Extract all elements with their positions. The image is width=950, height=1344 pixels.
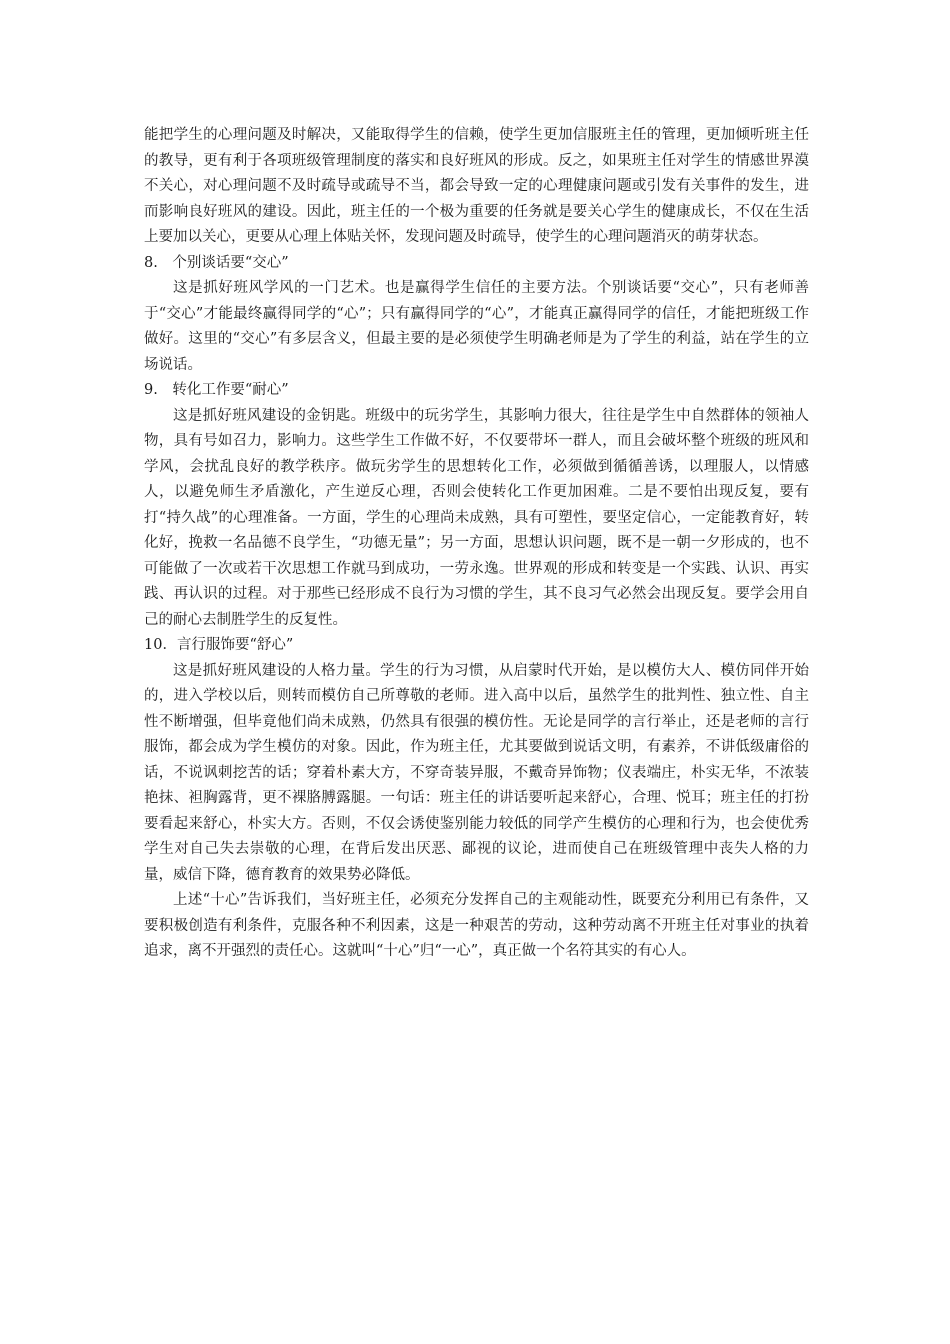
document-body xyxy=(144,123,809,965)
intro-paragraph: 能把学生的心理问题及时解决，又能取得学生的信赖，使学生更加信服班主任的管理，更加倾听班主任的教导，更有利于各项班级管理制度的落实和良好班风的形成。反之，如果班主任对学生的情感世界漠不关心，对心理问题不及时疏导或疏导不当，都会导致一定的心理健康问题或引发有关事件的发生，进而影响良好班风的建设。因此，班主任的一个极为重要的任务就是要关心学生的健康成长，不仅在生活上要加以关心，更要从心理上体贴关怀，发现问题及时疏导，使学生的心理问题消灭的萌芽状态。 xyxy=(144,127,809,245)
section-9-heading: 9. 转化工作要“耐心” xyxy=(144,382,289,398)
section-10-heading: 10．言行服饰要“舒心” xyxy=(144,637,294,653)
section-8-heading: 8. 个别谈话要“交心” xyxy=(144,254,289,271)
section-9-body: 这是抓好班风建设的金钥匙。班级中的玩劣学生，其影响力很大，往往是学生中自然群体的领袖人物，具有号如召力，影响力。这些学生工作做不好，不仅要带坏一群人，而且会破坏整个班级的班风和学风，会扰乱良好的教学秩序。做玩劣学生的思想转化工作，必须做到循循善诱，以理服人，以情感人，以避免师生矛盾激化，产生逆反心理，否则会使转化工作更加困难。二是不要怕出现反复，要有打“持久战”的心理准备。一方面，学生的心理尚未成熟，具有可塑性，要坚定信心，一定能教育好，转化好，挽救一名品德不良学生，“功德无量”；另一方面，思想认识问题，既不是一朝一夕形成的，也不可能做了一次或若干次思想工作就马到成功，一劳永逸。世界观的形成和转变是一个实践、认识、再实践、再认识的过程。对于那些已经形成不良行为习惯的学生，其不良习气必然会出现反复。要学会用自己的耐心去制胜学生的反复性。 xyxy=(144,407,809,628)
section-8-body: 这是抓好班风学风的一门艺术。也是赢得学生信任的主要方法。个别谈话要“交心”，只有老师善于“交心”才能最终赢得同学的“心”；只有赢得同学的“心”，才能真正赢得同学的信任，才能把班级工作做好。这里的“交心”有多层含义，但最主要的是必须使学生明确老师是为了学生的利益，站在学生的立场说话。 xyxy=(144,280,809,373)
conclusion-paragraph: 上述“十心”告诉我们，当好班主任，必须充分发挥自己的主观能动性，既要充分利用已有条件，又要积极创造有利条件，克服各种不利因素，这是一种艰苦的劳动，这种劳动离不开班主任对事业的执着追求，离不开强烈的责任心。这就叫“十心”归“一心”，真正做一个名符其实的有心人。 xyxy=(144,892,809,959)
section-10-body: 这是抓好班风建设的人格力量。学生的行为习惯，从启蒙时代开始，是以模仿大人、模仿同伴开始的，进入学校以后，则转而模仿自己所尊敬的老师。进入高中以后，虽然学生的批判性、独立性、自主性不断增强，但毕竟他们尚未成熟，仍然具有很强的模仿性。无论是同学的言行举止，还是老师的言行服饰，都会成为学生模仿的对象。因此，作为班主任，尤其要做到说话文明，有素养，不讲低级庸俗的话，不说讽刺挖苦的话；穿着朴素大方，不穿奇装异服，不戴奇异饰物；仪表端庄，朴实无华，不浓装艳抹、袒胸露背，更不裸胳膊露腿。一句话：班主任的讲话要听起来舒心，合理、悦耳；班主任的打扮要看起来舒心，朴实大方。否则，不仅会诱使鉴别能力较低的同学产生模仿的心理和行为，也会使优秀学生对自己失去崇敬的心理，在背后发出厌恶、鄙视的议论，进而使自己在班级管理中丧失人格的力量，威信下降，德育教育的效果势必降低。 xyxy=(144,662,809,883)
